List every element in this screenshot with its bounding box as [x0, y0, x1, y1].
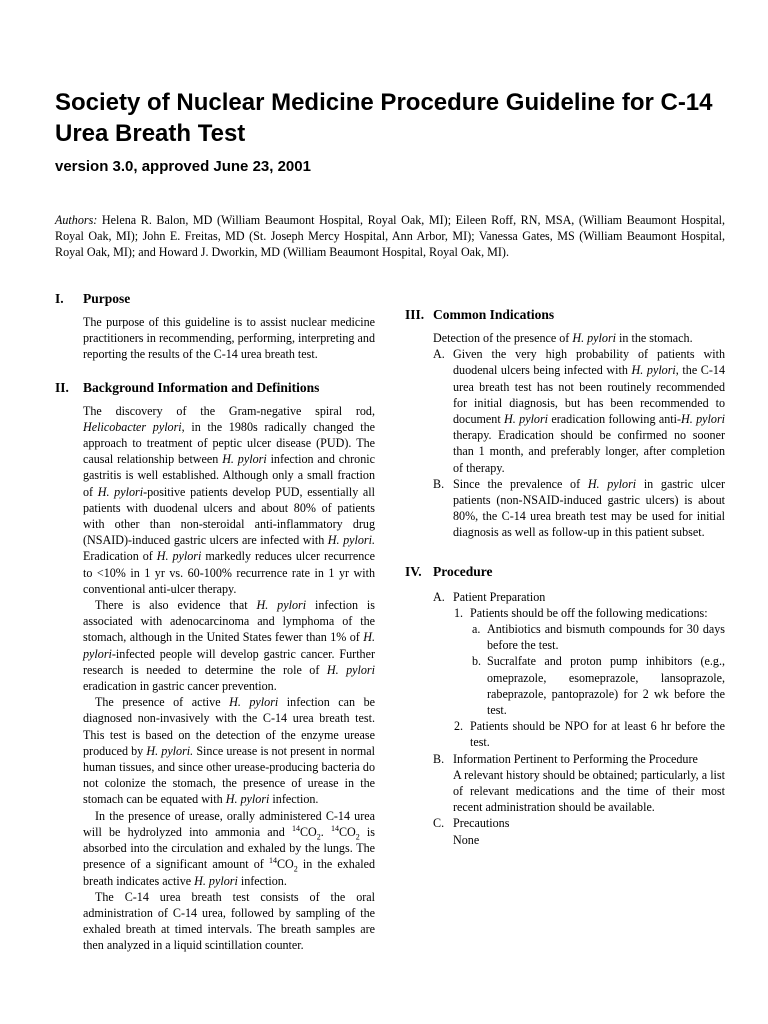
indications-intro: Detection of the presence of H. pylori in the stomach. — [433, 331, 693, 345]
procedure-item-a-1-b: b. Sucralfate and proton pump inhibitors (e.g., omeprazole, esomeprazole, lansoprazole, rabeprazole, pantoprazole) for 2 wk before the test. — [472, 654, 725, 718]
item-label: A. — [433, 347, 445, 362]
item-label: C. — [433, 816, 445, 831]
section-title: Purpose — [83, 291, 131, 306]
left-column — [55, 290, 375, 970]
item-label: 2. — [454, 719, 464, 734]
section-heading — [55, 379, 375, 397]
procedure-item-a: A. Patient Preparation — [433, 589, 546, 604]
authors-label: Authors: — [55, 213, 98, 227]
authors-block — [55, 212, 725, 260]
procedure-item-c-text: None — [453, 832, 480, 847]
procedure-item-b: B. Information Pertinent to Performing the Procedure — [433, 751, 698, 766]
section-indications — [405, 306, 725, 541]
version-line: version 3.0, approved June 23, 2001 — [55, 158, 311, 175]
background-paragraph-4: In the presence of urease, orally administered C-14 urea will be hydrolyzed into ammonia and $^{14}CO_2$. $^{14}CO_2$ is absorbed into the circulation and exhaled by the lungs. The presence of a significant amount of $^{14}CO_2$ in the exhaled breath indicates active H. pylori infection. — [83, 808, 376, 888]
section-number: II. — [55, 379, 69, 395]
background-paragraph-1: The discovery of the Gram-negative spiral rod, Helicobacter pylori, in the 1980s radically changed the approach to treatment of peptic ulcer disease (PUD). The causal relationship between H. pylori infection and chronic gastritis is well established. Although only a small fraction of H. pylori-positive patients develop PUD, essentially all patients with duodenal ulcers and about 80% of patients with other than non-steroidal anti-inflammatory drug (NSAID)-induced gastric ulcers are infected with H. pylori. Eradication of H. pylori markedly reduces ulcer recurrence to <10% in 1 yr vs. 60-100% recurrence rate in 1 yr with conventional anti-ulcer therapy. — [83, 403, 375, 596]
indication-item-b: B. Since the prevalence of H. pylori in gastric ulcer patients (non-NSAID-induced gastric ulcers) is about 80%, the C-14 urea breath test may be used for initial diagnosis as well as follow-up in this patient subset. — [433, 476, 725, 540]
purpose-paragraph: The purpose of this guideline is to assist nuclear medicine practitioners in recommending, performing, interpreting and reporting the results of the C-14 urea breath test. — [83, 315, 375, 362]
procedure-item-a-1: 1. Patients should be off the following medications: — [454, 605, 708, 620]
section-number: I. — [55, 291, 64, 306]
item-label: B. — [433, 751, 445, 766]
background-paragraph-3: The presence of active H. pylori infection can be diagnosed non-invasively with the C-14 urea breath test. This test is based on the detection of the enzyme urease produced by H. pylori. Since urease is not present in normal human tissues, and since other urease-producing bacteria do not colonize the stomach, the presence of urease in the stomach can be equated with H. pylori infection. — [83, 695, 376, 807]
procedure-item-c: C. Precautions — [433, 816, 510, 831]
section-purpose — [55, 290, 375, 363]
item-label: B. — [433, 476, 445, 491]
section-heading — [405, 563, 725, 581]
document-title: Society of Nuclear Medicine Procedure Guideline for C-14 Urea Breath Test — [55, 89, 713, 147]
procedure-item-b-text: A relevant history should be obtained; particularly, a list of relevant medications and the time of their most recent administration should be available. — [453, 767, 725, 815]
section-background — [55, 379, 375, 954]
section-title: Common Indications — [433, 307, 555, 322]
item-label: a. — [472, 622, 481, 637]
item-label: A. — [433, 589, 445, 604]
background-paragraph-2: There is also evidence that H. pylori infection is associated with adenocarcinoma and lymphoma of the stomach, although in the United States fewer than 1% of H. pylori-infected people will develop gastric cancer. Further research is needed to determine the role of H. pylori eradication in gastric cancer prevention. — [83, 598, 376, 694]
indication-item-a: A. Given the very high probability of patients with duodenal ulcers being infected with H. pylori, the C-14 urea breath test has not been routinely recommended for initial diagnosis, but has been recommended to document H. pylori eradication following anti-H. pylori therapy. Eradication should be confirmed no sooner than 1 month, and preferably longer, after completion of therapy. — [433, 347, 726, 475]
procedure-item-a-2: 2. Patients should be NPO for at least 6 hr before the test. — [454, 719, 725, 750]
item-label: 1. — [454, 605, 464, 620]
item-label: b. — [472, 654, 482, 669]
right-column — [405, 290, 725, 864]
background-paragraph-5: The C-14 urea breath test consists of the oral administration of C-14 urea, followed by sampling of the exhaled breath at timed intervals. The breath samples are then analyzed in a liquid scintillation counter. — [83, 889, 375, 953]
authors-text: Helena R. Balon, MD (William Beaumont Hospital, Royal Oak, MI); Eileen Roff, RN, MSA, (William Beaumont Hospital, Royal Oak, MI); John E. Freitas, MD (St. Joseph Mercy Hospital, Ann Arbor, MI); Vanessa Gates, MS (William Beaumont Hospital, Royal Oak, MI); and Howard J. Dworkin, MD (William Beaumont Hospital, Royal Oak, MI). — [55, 213, 725, 259]
section-number: III. — [405, 307, 425, 322]
section-title: Background Information and Definitions — [83, 379, 320, 395]
section-number: IV. — [405, 563, 422, 579]
section-heading — [55, 290, 375, 308]
section-procedure — [405, 563, 725, 848]
procedure-item-a-1-a: a. Antibiotics and bismuth compounds for 30 days before the test. — [472, 622, 725, 653]
section-title: Procedure — [433, 563, 493, 579]
section-heading — [405, 306, 725, 324]
